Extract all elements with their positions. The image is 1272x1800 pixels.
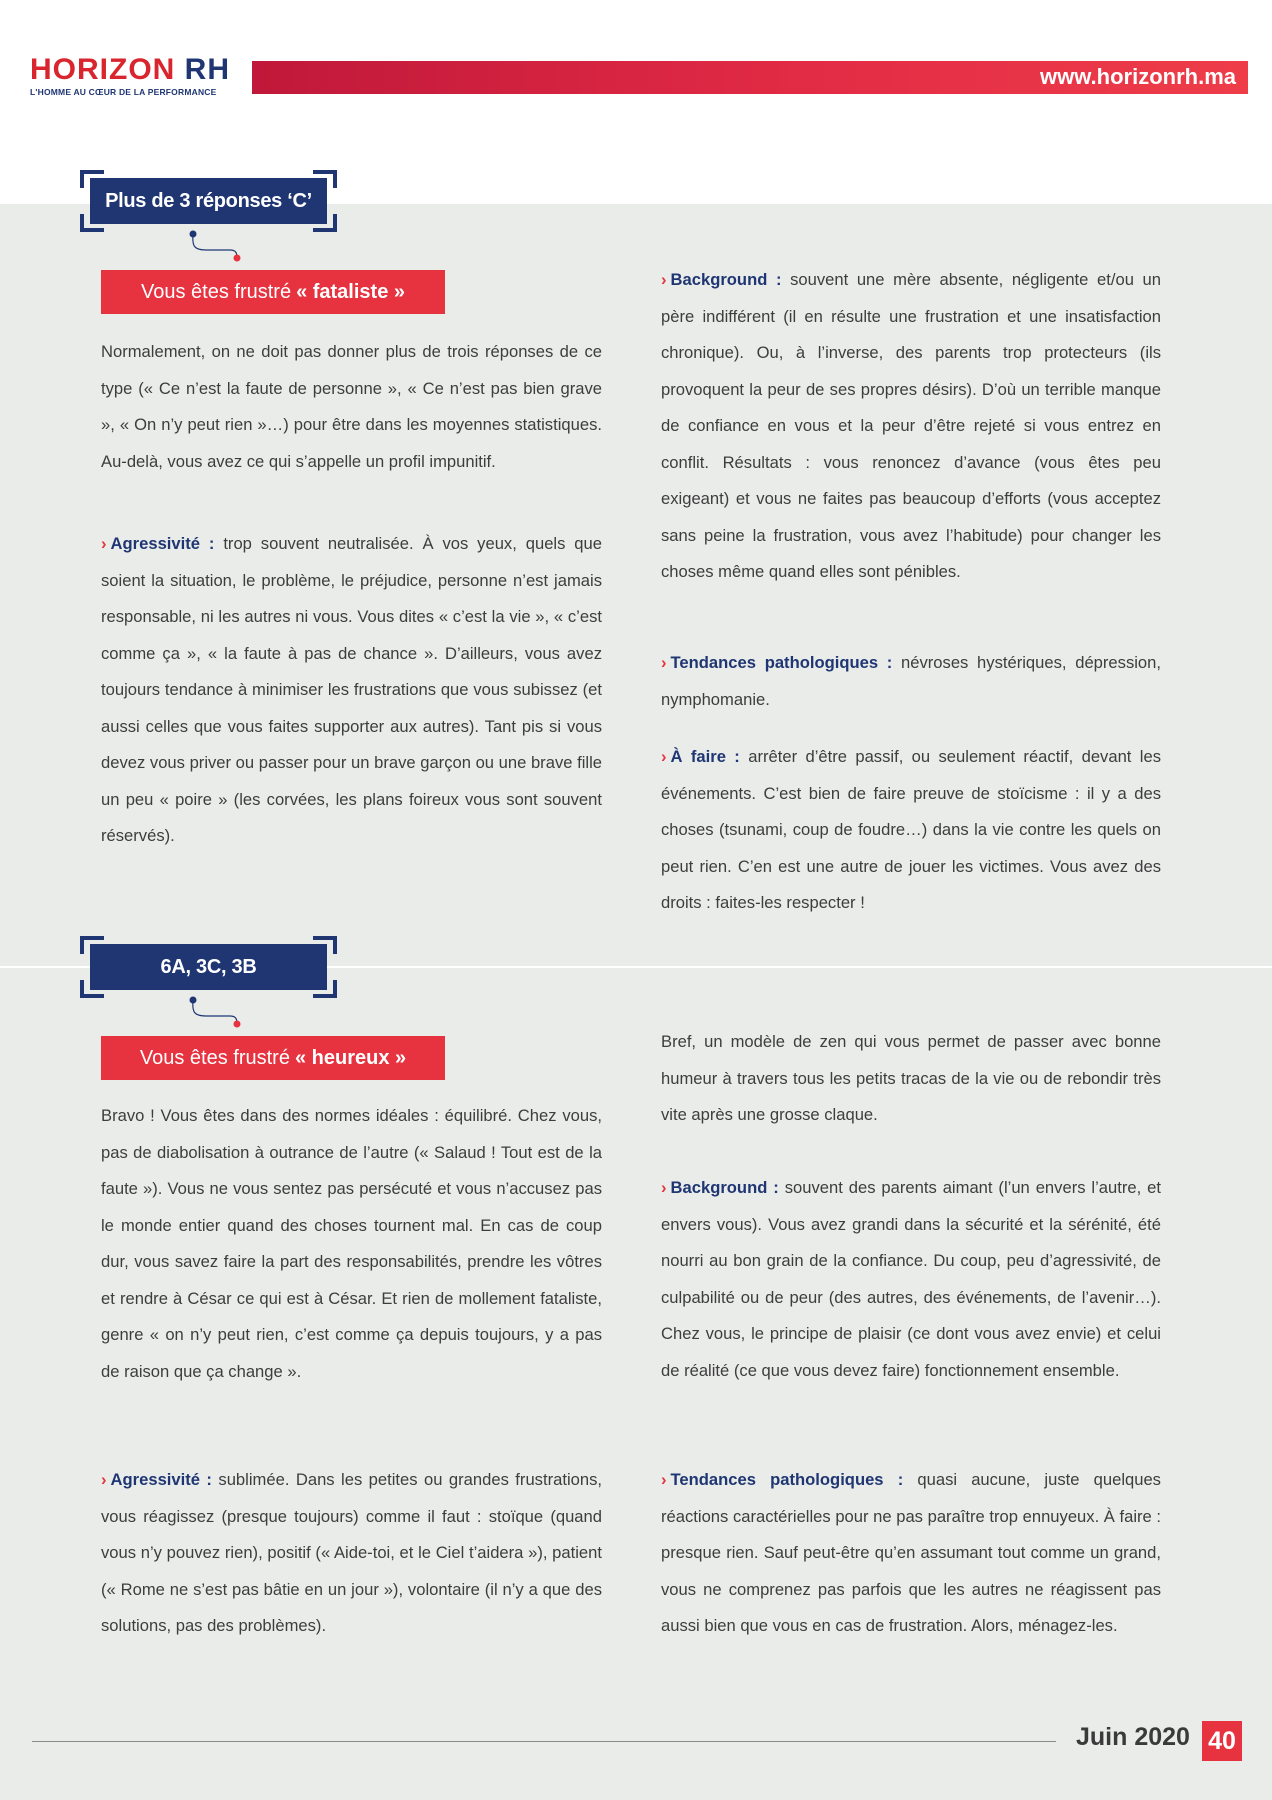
tendances-text: névroses hystériques, dépression, nymphomanie. bbox=[661, 653, 1162, 709]
background-text: souvent une mère absente, négligente et/ou un père indifférent (il en résulte une frustration et une insatisfaction chronique). Ou, à l’inverse, des parents trop protecteurs (ils provoquent la peur de ses propres désirs). D’où un terrible manque de confiance en vous et la peur d’être rejeté si vous entrez en conflit. Résultats : vous renoncez d’avance (vous êtes peu exigeant) et vous ne faites pas beaucoup d’efforts (vous acceptez sans peine la frustration, vous avez l’habitude) pour changer les choses même quand elles sont pénibles. bbox=[661, 270, 1161, 581]
background-label: Background : bbox=[670, 1178, 779, 1197]
horizon-rh-logo bbox=[30, 54, 230, 97]
logo-word-horizon: HORIZON bbox=[30, 53, 176, 86]
section-2-tag-label: 6A, 3C, 3B bbox=[90, 944, 327, 990]
section-2-tendances-paragraph bbox=[661, 1462, 1161, 1645]
chevron-right-icon: › bbox=[101, 534, 107, 553]
tendances-label: Tendances pathologiques : bbox=[670, 653, 893, 672]
section-1-intro-paragraph: Normalement, on ne doit pas donner plus de trois réponses de ce type (« Ce n’est la faute de personne », « Ce n’est pas bien grave », « On n’y peut rien »…) pour être dans les moyennes statistiques. Au-delà, vous avez ce qui s’appelle un profil impunitif. bbox=[101, 342, 602, 471]
title-prefix: Vous êtes frustré bbox=[140, 280, 292, 303]
logo-wordmark bbox=[30, 54, 230, 86]
agressivite-text: sublimée. Dans les petites ou grandes frustrations, vous réagissez (presque toujours) comme il faut : stoïque (quand vous n’y pouvez rien), positif (« Aide-toi, et le Ciel t’aidera »), patient (« Rome ne s’est pas bâtie en un jour »), volontaire (il n’y a que des solutions, pas des problèmes). bbox=[101, 1470, 602, 1635]
agressivite-label: Agressivité : bbox=[110, 1470, 212, 1489]
title-emphasis: « heureux » bbox=[294, 1046, 407, 1069]
section-1-title bbox=[101, 270, 445, 314]
page-number: 40 bbox=[1202, 1721, 1242, 1761]
agressivite-label: Agressivité : bbox=[110, 534, 215, 553]
section-2-agressivite-paragraph bbox=[101, 1462, 602, 1645]
footer-divider bbox=[32, 1741, 1056, 1742]
issue-date: Juin 2020 bbox=[1076, 1723, 1190, 1751]
section-2-right-intro-paragraph: Bref, un modèle de zen qui vous permet de passer avec bonne humeur à travers tous les petits tracas de la vie ou de rebondir très vite après une grosse claque. bbox=[661, 1032, 1161, 1124]
section-2-intro-paragraph: Bravo ! Vous êtes dans des normes idéales : équilibré. Chez vous, pas de diabolisation à outrance de l’autre (« Salaud ! Tout est de la faute »). Vous ne vous sentez pas persécuté et vous n’accusez pas le monde entier quand des choses tournent mal. En cas de coup dur, vous savez faire la part des responsabilités, prendre les vôtres et rendre à César ce qui est à César. Et rien de mollement fataliste, genre « on n’y peut rien, c’est comme ça depuis toujours, y a pas de raison que ça change ». bbox=[101, 1106, 602, 1381]
afaire-text: arrêter d’être passif, ou seulement réactif, devant les événements. C’est bien de faire preuve de stoïcisme : il y a des choses (tsunami, coup de foudre…) dans la vie contre les quels on peut rien. C’en est une autre de jouer les victimes. Vous avez des droits : faites-les respecter ! bbox=[661, 747, 1162, 912]
section-1-tag bbox=[80, 170, 337, 232]
afaire-label: À faire : bbox=[670, 747, 740, 766]
chevron-right-icon: › bbox=[661, 1470, 667, 1489]
logo-word-rh: RH bbox=[184, 53, 231, 86]
title-prefix: Vous êtes frustré bbox=[139, 1046, 290, 1069]
website-url[interactable]: www.horizonrh.ma bbox=[1040, 64, 1236, 89]
tendances-text: quasi aucune, juste quelques réactions caractérielles pour ne pas paraître trop ennuyeux. À faire : presque rien. Sauf peut-être qu’en assumant tout comme un grand, vous ne comprenez pas parfois que les autres ne réagissent pas aussi bien que vous en cas de frustration. Alors, ménagez-les. bbox=[661, 1470, 1161, 1635]
section-1-tag-label: Plus de 3 réponses ‘C’ bbox=[90, 178, 327, 224]
connector-icon bbox=[186, 228, 246, 262]
connector-icon bbox=[186, 994, 246, 1028]
title-emphasis: « fataliste » bbox=[296, 280, 406, 303]
chevron-right-icon: › bbox=[661, 270, 667, 289]
header-banner bbox=[252, 61, 1248, 94]
chevron-right-icon: › bbox=[101, 1470, 107, 1489]
chevron-right-icon: › bbox=[661, 1178, 667, 1197]
section-2-title bbox=[101, 1036, 445, 1080]
section-1-agressivite-paragraph bbox=[101, 526, 602, 855]
background-label: Background : bbox=[670, 270, 782, 289]
section-1-tendances-paragraph bbox=[661, 645, 1161, 718]
section-1-afaire-paragraph bbox=[661, 739, 1161, 922]
logo-tagline: L'HOMME AU CŒUR DE LA PERFORMANCE bbox=[30, 87, 217, 97]
tendances-label: Tendances pathologiques : bbox=[670, 1470, 904, 1489]
agressivite-text: trop souvent neutralisée. À vos yeux, quels que soient la situation, le problème, le préjudice, personne n’est jamais responsable, ni les autres ni vous. Vous dites « c’est la vie », « c’est comme ça », « la faute à pas de chance ». D’ailleurs, vous avez toujours tendance à minimiser les frustrations que vous subissez (et aussi celles que vous faites supporter aux autres). Tant pis si vous devez vous priver ou passer pour un brave garçon ou une brave fille un peu « poire » (les corvées, les plans foireux vous sont souvent réservés). bbox=[101, 534, 602, 845]
background-text: souvent des parents aimant (l’un envers l’autre, et envers vous). Vous avez grandi dans la sécurité et la sérénité, été nourri au bon grain de la confiance. Du coup, peu d’agressivité, de culpabilité ou de peur (des autres, des événements, de l’avenir…). Chez vous, le principe de plaisir (ce dont vous avez envie) et celui de réalité (ce que vous devez faire) fonctionnement ensemble. bbox=[661, 1178, 1161, 1380]
chevron-right-icon: › bbox=[661, 653, 667, 672]
chevron-right-icon: › bbox=[661, 747, 667, 766]
section-2-tag bbox=[80, 936, 337, 998]
section-1-background-paragraph bbox=[661, 262, 1161, 591]
section-2-background-paragraph bbox=[661, 1170, 1161, 1389]
